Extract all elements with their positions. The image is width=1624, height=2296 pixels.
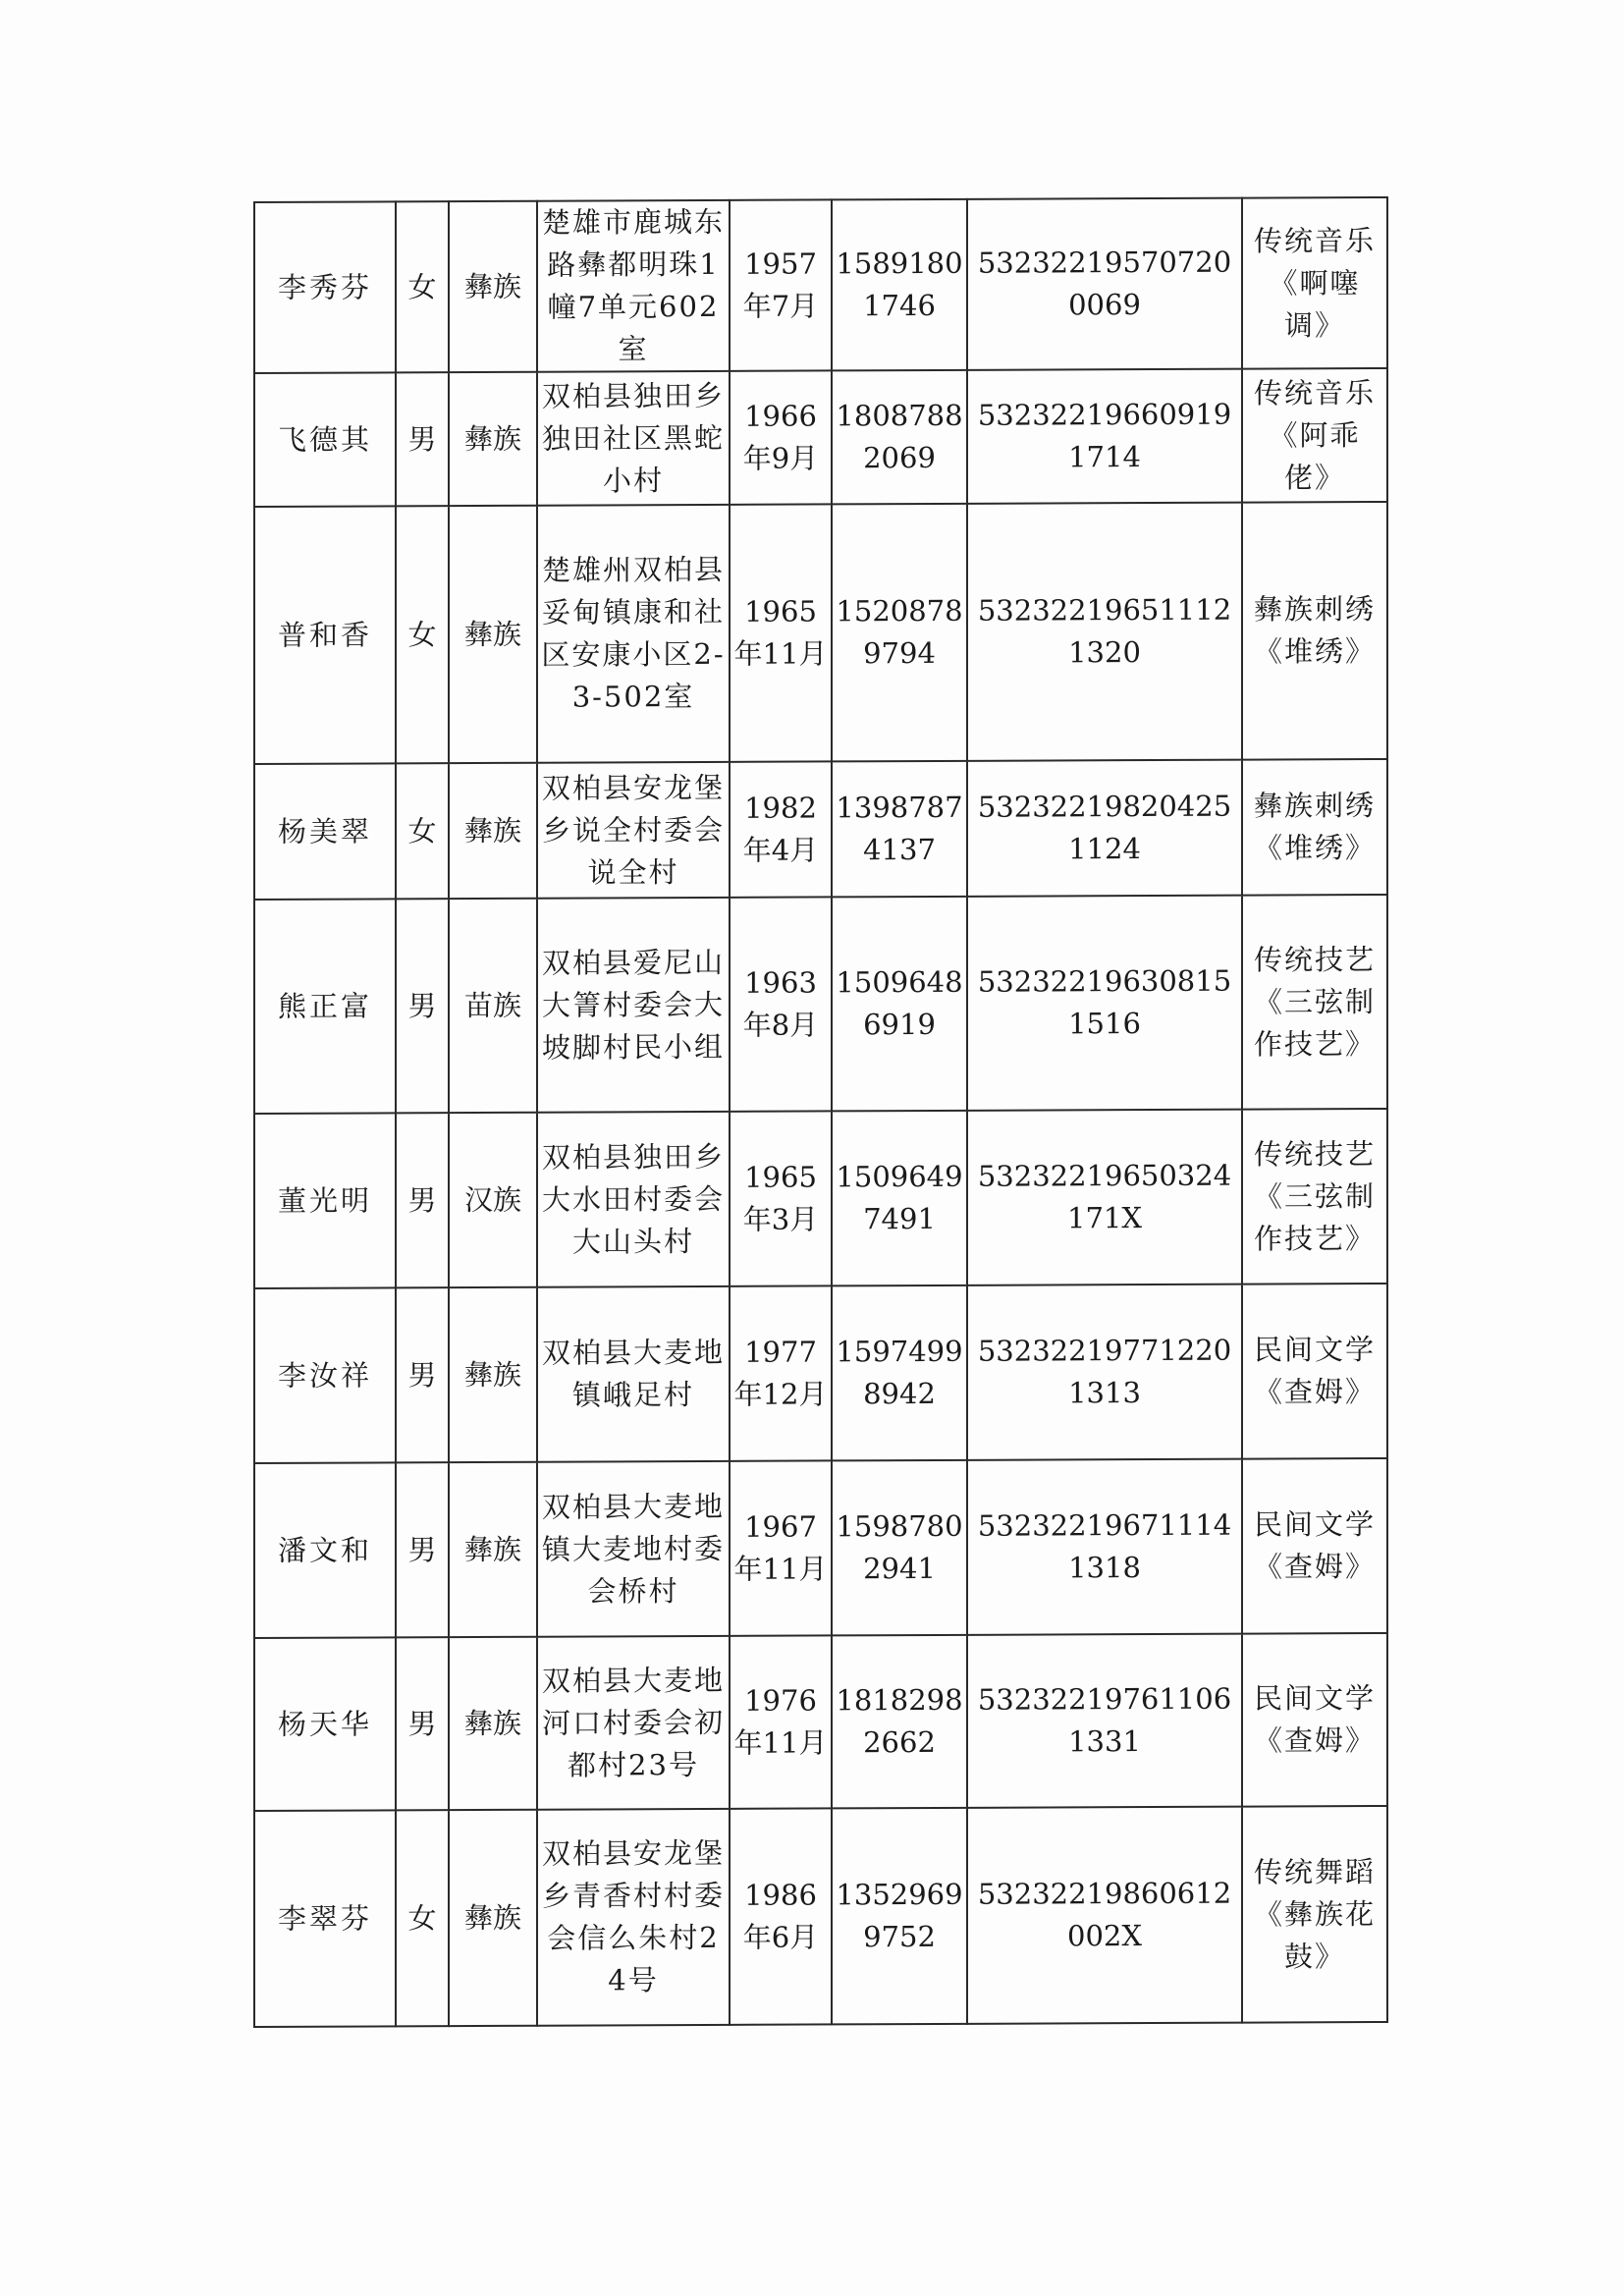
ethnicity-cell: 彝族 xyxy=(449,1462,537,1637)
id-number-cell: 532322196609191714 xyxy=(967,369,1242,504)
birth-cell: 1963年8月 xyxy=(730,897,832,1111)
birth-cell: 1965年3月 xyxy=(730,1111,832,1285)
address-cell: 双柏县安龙堡乡说全村委会说全村 xyxy=(537,762,730,899)
name-cell: 杨美翠 xyxy=(254,763,396,900)
gender-cell: 男 xyxy=(396,372,449,506)
phone-cell: 15096497491 xyxy=(832,1111,967,1286)
phone-cell: 15987802941 xyxy=(832,1460,967,1636)
address-cell: 双柏县爱尼山大箐村委会大坡脚村民小组 xyxy=(537,898,730,1113)
name-cell: 杨天华 xyxy=(254,1637,396,1811)
gender-cell: 女 xyxy=(396,506,449,763)
birth-cell: 1986年6月 xyxy=(730,1808,832,2024)
id-number-cell: 532322198204251124 xyxy=(967,760,1242,897)
project-cell: 传统音乐《阿乖佬》 xyxy=(1242,368,1387,503)
birth-cell: 1982年4月 xyxy=(730,761,832,897)
address-cell: 楚雄市鹿城东路彝都明珠1幢7单元602室 xyxy=(537,200,730,372)
ethnicity-cell: 彝族 xyxy=(449,372,537,506)
id-number-cell: 532322197611061331 xyxy=(967,1634,1242,1808)
birth-cell: 1965年11月 xyxy=(730,504,832,761)
ethnicity-cell: 彝族 xyxy=(449,201,537,372)
address-cell: 双柏县大麦地镇峨足村 xyxy=(537,1286,730,1462)
table-row xyxy=(254,1458,1387,1638)
gender-cell: 男 xyxy=(396,899,449,1113)
phone-cell: 18087882069 xyxy=(832,370,967,505)
project-cell: 民间文学《查姆》 xyxy=(1242,1633,1387,1807)
project-cell: 民间文学《查姆》 xyxy=(1242,1284,1387,1459)
project-cell: 传统音乐《啊噻调》 xyxy=(1242,197,1387,369)
project-cell: 传统技艺《三弦制作技艺》 xyxy=(1242,1109,1387,1285)
ethnicity-cell: 彝族 xyxy=(449,763,537,899)
project-cell: 传统舞蹈《彝族花鼓》 xyxy=(1242,1806,1387,2023)
inheritor-table xyxy=(253,196,1388,2028)
ethnicity-cell: 彝族 xyxy=(449,1287,537,1462)
gender-cell: 男 xyxy=(396,1462,449,1637)
address-cell: 双柏县大麦地镇大麦地村委会桥村 xyxy=(537,1461,730,1637)
gender-cell: 女 xyxy=(396,763,449,899)
name-cell: 飞德其 xyxy=(254,372,396,507)
name-cell: 普和香 xyxy=(254,506,396,764)
gender-cell: 女 xyxy=(396,1810,449,2026)
name-cell: 李翠芬 xyxy=(254,1810,396,2027)
phone-cell: 15208789794 xyxy=(832,504,967,762)
address-cell: 楚雄州双柏县妥甸镇康和社区安康小区2-3-502室 xyxy=(537,505,730,763)
gender-cell: 男 xyxy=(396,1637,449,1810)
project-cell: 彝族刺绣《堆绣》 xyxy=(1242,759,1387,896)
gender-cell: 女 xyxy=(396,201,449,372)
phone-cell: 15974998942 xyxy=(832,1285,967,1461)
phone-cell: 13987874137 xyxy=(832,761,967,898)
address-cell: 双柏县大麦地河口村委会初都村23号 xyxy=(537,1636,730,1810)
birth-cell: 1957年7月 xyxy=(730,199,832,370)
address-cell: 双柏县独田乡大水田村委会大山头村 xyxy=(537,1112,730,1287)
gender-cell: 男 xyxy=(396,1113,449,1287)
id-number-cell: 532322196511121320 xyxy=(967,503,1242,761)
birth-cell: 1976年11月 xyxy=(730,1635,832,1808)
ethnicity-cell: 彝族 xyxy=(449,1637,537,1810)
table-row xyxy=(254,895,1387,1114)
table-row xyxy=(254,1109,1387,1288)
table-row xyxy=(254,1806,1387,2027)
project-cell: 传统技艺《三弦制作技艺》 xyxy=(1242,895,1387,1110)
phone-cell: 15891801746 xyxy=(832,199,967,371)
ethnicity-cell: 彝族 xyxy=(449,1810,537,2026)
id-number-cell: 532322197712201313 xyxy=(967,1285,1242,1460)
table-row xyxy=(254,759,1387,900)
table-row xyxy=(254,197,1387,373)
address-cell: 双柏县独田乡独田社区黑蛇小村 xyxy=(537,371,730,506)
table-row xyxy=(254,1284,1387,1463)
project-cell: 民间文学《查姆》 xyxy=(1242,1458,1387,1634)
table-row xyxy=(254,502,1387,764)
phone-cell: 13529699752 xyxy=(832,1808,967,2025)
gender-cell: 男 xyxy=(396,1287,449,1462)
ethnicity-cell: 彝族 xyxy=(449,506,537,763)
id-number-cell: 53232219860612002X xyxy=(967,1807,1242,2024)
project-cell: 彝族刺绣《堆绣》 xyxy=(1242,502,1387,760)
id-number-cell: 532322196308151516 xyxy=(967,896,1242,1111)
birth-cell: 1977年12月 xyxy=(730,1285,832,1460)
table-body xyxy=(254,197,1387,2027)
phone-cell: 18182982662 xyxy=(832,1635,967,1809)
address-cell: 双柏县安龙堡乡青香村村委会信么朱村24号 xyxy=(537,1809,730,2026)
name-cell: 董光明 xyxy=(254,1113,396,1288)
name-cell: 潘文和 xyxy=(254,1462,396,1638)
id-number-cell: 532322196711141318 xyxy=(967,1459,1242,1635)
name-cell: 熊正富 xyxy=(254,899,396,1114)
table-row xyxy=(254,1633,1387,1811)
name-cell: 李秀芬 xyxy=(254,201,396,373)
name-cell: 李汝祥 xyxy=(254,1287,396,1463)
birth-cell: 1967年11月 xyxy=(730,1460,832,1635)
birth-cell: 1966年9月 xyxy=(730,370,832,504)
table-row xyxy=(254,368,1387,507)
id-number-cell: 532322195707200069 xyxy=(967,198,1242,370)
ethnicity-cell: 汉族 xyxy=(449,1113,537,1287)
id-number-cell: 53232219650324171X xyxy=(967,1110,1242,1285)
phone-cell: 15096486919 xyxy=(832,897,967,1112)
ethnicity-cell: 苗族 xyxy=(449,899,537,1113)
